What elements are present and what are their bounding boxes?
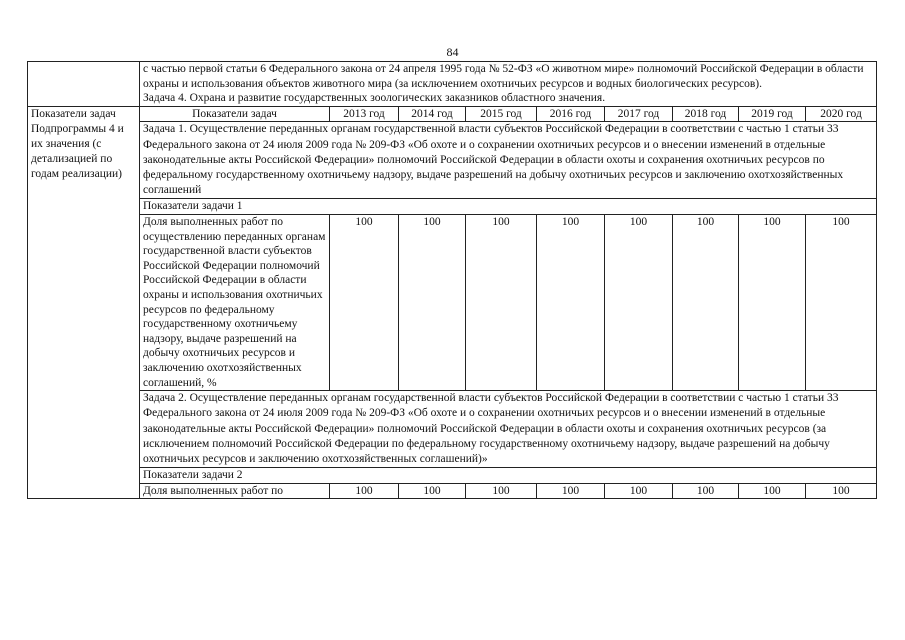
page-number: 84 [446,45,459,59]
task1-value-2018: 100 [673,214,739,390]
section-label: Показатели задач Подпрограммы 4 и их значения (с детализацией по годам реализации) [28,106,140,499]
task2-value-2014: 100 [399,483,466,499]
intro-left-cell [28,62,140,107]
task2-value-2015: 100 [466,483,537,499]
task1-value-2019: 100 [739,214,806,390]
task1-value-2016: 100 [537,214,605,390]
task2-text: Задача 2. Осуществление переданных органам государственной власти субъектов Российской Федерации в соответствии с частью 1 статьи 33 Федерального закона от 24 июля 2009 года № 209-ФЗ «Об охоте и о сохранении охотничьих ресурсов и о внесении изменений в отдельные законодательные акты Российской Федерации» полномочий Российской Федерации в области охоты и сохранения охотничьих ресурсов (за исключением полномочий Российской Федерации по федеральному государственному охотничьему надзору, выдаче разрешений на добычу охотничьих ресурсов и заключению охотхозяйственных соглашений)» [140,391,877,468]
task1-indicator-row [28,214,877,390]
task2-value-2017: 100 [605,483,673,499]
task4-text: Задача 4. Охрана и развитие государственных зоологических заказников областного значения. [143,92,606,105]
task2-value-2019: 100 [739,483,806,499]
task2-value-2018: 100 [673,483,739,499]
task1-text: Задача 1. Осуществление переданных органам государственной власти субъектов Российской Федерации в соответствии с частью 1 статьи 33 Федерального закона от 24 июля 2009 года № 209-ФЗ «Об охоте и о сохранении охотничьих ресурсов и о внесении изменений в отдельные законодательные акты Российской Федерации» полномочий Российской Федерации в области охоты и сохранения охотничьих ресурсов по федеральному государственному охотничьему надзору, выдаче разрешений на добычу охотничьих ресурсов и заключению охотхозяйственных соглашений [140,122,877,199]
year-2018: 2018 год [673,106,739,122]
year-2019: 2019 год [739,106,806,122]
task1-value-2013: 100 [330,214,399,390]
intro-text: с частью первой статьи 6 Федерального закона от 24 апреля 1995 года № 52-ФЗ «О животном мире» полномочий Российской Федерации в области охраны и использования объектов животного мира (за исключением охотничьих ресурсов и водных биологических ресурсов). [143,63,864,90]
task1-value-2015: 100 [466,214,537,390]
task1-value-2020: 100 [806,214,877,390]
task2-value-2013: 100 [330,483,399,499]
task2-indicators-label: Показатели задачи 2 [140,468,877,484]
task1-row [28,122,877,199]
task2-indicators-row [28,468,877,484]
year-2017: 2017 год [605,106,673,122]
task2-row [28,391,877,468]
task1-indicators-label: Показатели задачи 1 [140,199,877,215]
header-indicators-label: Показатели задач [140,106,330,122]
year-2013: 2013 год [330,106,399,122]
task1-indicator-name: Доля выполненных работ по осуществлению переданных органам государственной власти субъектов Российской Федерации полномочий Российской Федерации в области охраны и использования охотничьих ресурсов по федеральному государственному охотничьему надзору, выдаче разрешений на добычу охотничьих ресурсов и заключению охотхозяйственных соглашений, % [140,214,330,390]
task2-indicator-row [28,483,877,499]
task2-value-2016: 100 [537,483,605,499]
year-header-row [28,106,877,122]
task2-indicator-name: Доля выполненных работ по [140,483,330,499]
year-2014: 2014 год [399,106,466,122]
year-2020: 2020 год [806,106,877,122]
task1-indicators-row [28,199,877,215]
year-2016: 2016 год [537,106,605,122]
task1-value-2014: 100 [399,214,466,390]
intro-cell [140,62,877,107]
task1-value-2017: 100 [605,214,673,390]
task2-value-2020: 100 [806,483,877,499]
year-2015: 2015 год [466,106,537,122]
program-table [27,61,877,499]
intro-row [28,62,877,107]
